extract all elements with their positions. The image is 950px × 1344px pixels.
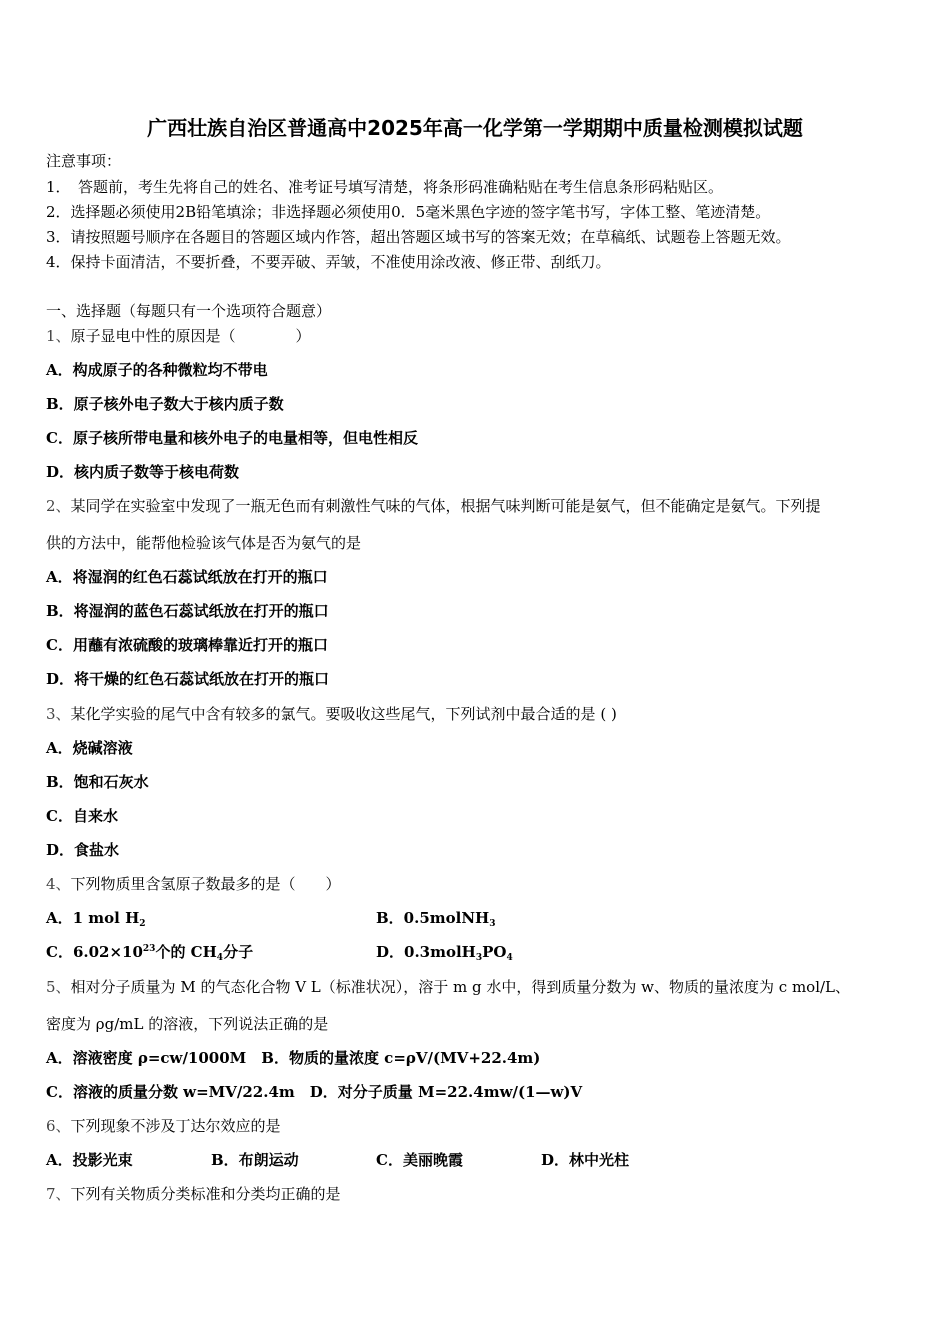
option: B．布朗运动 [211,1151,299,1169]
section-heading: 一、选择题（每题只有一个选项符合题意） [46,302,332,320]
question-stem-continued: 密度为 ρg/mL 的溶液，下列说法正确的是 [46,1015,329,1033]
question-stem-continued: 供的方法中，能帮他检验该气体是否为氨气的是 [46,534,362,552]
option-c: C．$6.02\times 10^{23}$个的 $CH_4$分子 [46,943,254,963]
question-6 [46,1117,281,1135]
question-stem: 原子显电中性的原因是（ ） [70,327,311,345]
notice-item: 4．保持卡面清洁，不要折叠，不要弄破、弄皱，不准使用涂改液、修正带、刮纸刀。 [46,253,611,271]
question-2 [46,497,821,515]
option: B．原子核外电子数大于核内质子数 [46,395,284,413]
question-stem: 某化学实验的尾气中含有较多的氯气。要吸收这些尾气，下列试剂中最合适的是 ( ) [70,705,617,723]
notice-item: 1． 答题前，考生先将自己的姓名、准考证号填写清楚，将条形码准确粘贴在考生信息条形码粘贴区。 [46,178,724,196]
option: A．投影光束 [46,1151,133,1169]
option: D．核内质子数等于核电荷数 [46,463,240,481]
option-a: A．1 mol $H_2$ [46,909,146,929]
question-1 [46,327,311,345]
page-title: 广西壮族自治区普通高中2025年高一化学第一学期期中质量检测模拟试题 [147,116,803,140]
option: C．用蘸有浓硫酸的玻璃棒靠近打开的瓶口 [46,636,328,654]
option: C．自来水 [46,807,118,825]
option: A．烧碱溶液 [46,739,133,757]
option-row: A．溶液密度 ρ=cw/1000M B．物质的量浓度 c=ρV/(MV+22.4m) [46,1049,541,1067]
option-d: D．$0.3molH_3PO_4$ [376,943,513,963]
notice-item: 3．请按照题号顺序在各题目的答题区域内作答，超出答题区域书写的答案无效；在草稿纸、试题卷上答题无效。 [46,228,791,246]
question-stem: 某同学在实验室中发现了一瓶无色而有刺激性气味的气体，根据气味判断可能是氨气，但不能确定是氨气。下列提 [70,497,821,515]
question-number: 3、 [46,705,71,723]
question-number: 2、 [46,497,71,515]
question-stem: 下列物质里含氢原子数最多的是（ ） [70,875,341,893]
option-row: C．溶液的质量分数 w=MV/22.4m D．对分子质量 M=22.4mw/(1—w)V [46,1083,583,1101]
question-5 [46,978,850,996]
option: D．将干燥的红色石蕊试纸放在打开的瓶口 [46,670,330,688]
notice-heading: 注意事项： [46,152,122,170]
question-number: 7、 [46,1185,71,1203]
option-b: B．0.5molNH$_3$ [376,909,496,929]
notice-item: 2．选择题必须使用2B铅笔填涂；非选择题必须使用0．5毫米黑色字迹的签字笔书写，字体工整、笔迹清楚。 [46,203,771,221]
option: B．饱和石灰水 [46,773,149,791]
option: A．构成原子的各种微粒均不带电 [46,361,268,379]
option: D．林中光柱 [541,1151,630,1169]
question-4 [46,875,341,893]
question-number: 1、 [46,327,71,345]
question-3 [46,705,617,723]
option: C．原子核所带电量和核外电子的电量相等，但电性相反 [46,429,418,447]
question-7 [46,1185,341,1203]
question-number: 5、 [46,978,71,996]
option: A．将湿润的红色石蕊试纸放在打开的瓶口 [46,568,328,586]
question-number: 4、 [46,875,71,893]
question-stem: 下列现象不涉及丁达尔效应的是 [70,1117,281,1135]
option: C．美丽晚霞 [376,1151,463,1169]
question-stem: 相对分子质量为 M 的气态化合物 V L（标准状况），溶于 m g 水中，得到质量分数为 w、物质的量浓度为 c mol/L、 [70,978,851,996]
option: D．食盐水 [46,841,120,859]
question-stem: 下列有关物质分类标准和分类均正确的是 [70,1185,341,1203]
option: B．将湿润的蓝色石蕊试纸放在打开的瓶口 [46,602,329,620]
question-number: 6、 [46,1117,71,1135]
